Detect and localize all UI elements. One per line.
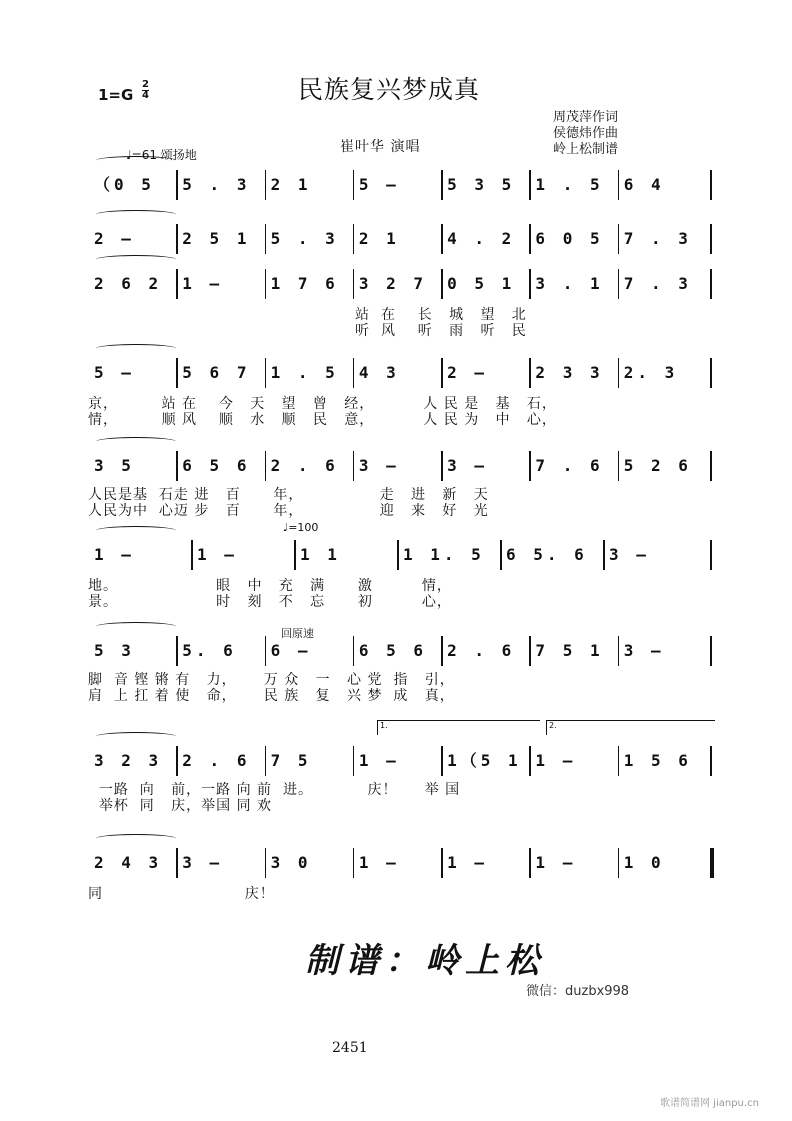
bar-line	[176, 746, 178, 776]
measure: 1 –	[535, 751, 577, 770]
measure: 3 –	[609, 545, 650, 564]
bar-line	[265, 170, 267, 200]
measure: 7 5 1	[535, 641, 604, 660]
bar-line	[618, 848, 620, 878]
measure: 1 . 5	[535, 175, 604, 194]
measure: 5 3	[94, 641, 135, 660]
bar-line	[265, 224, 267, 254]
bar-line	[618, 358, 620, 388]
measure: 1 . 5	[270, 363, 339, 382]
measure: 3 –	[358, 456, 400, 475]
measure: 2 –	[447, 363, 489, 382]
bar-line	[441, 746, 443, 776]
bar-line	[353, 358, 355, 388]
measure: 1 7 6	[270, 274, 339, 293]
bar-line	[441, 170, 443, 200]
staff-row	[88, 222, 714, 256]
lyric-line: 情， 顺 风 顺 水 顺 民 意， 人 民 为 中 心，	[88, 412, 557, 428]
lyric-line: 一路 向 前，一路 向 前 进。 庆！ 举 国	[88, 782, 461, 798]
bar-line	[529, 451, 531, 481]
bar-line	[176, 224, 178, 254]
bar-line	[441, 451, 443, 481]
wechat-id: 微信：duzbx998	[526, 984, 630, 999]
measure: 1 –	[182, 274, 224, 293]
restore-tempo: 回原速	[281, 627, 314, 640]
measure: 1 1	[300, 545, 341, 564]
bar-line	[353, 451, 355, 481]
staff-row	[88, 538, 714, 572]
lyric-line: 肩 上 扛 着 使 命， 民 族 复 兴 梦 成 真，	[88, 688, 455, 704]
measure: 2 . 6	[270, 456, 339, 475]
time-signature	[142, 80, 149, 101]
measure: 5 6 7	[182, 363, 251, 382]
bar-line	[176, 451, 178, 481]
measure: 6 5 6	[358, 641, 428, 660]
tempo-change: ♩=100	[283, 521, 319, 534]
bar-line	[618, 636, 620, 666]
lyrics-block	[88, 578, 714, 610]
lyrics-block	[88, 782, 714, 814]
measure: 5 –	[358, 175, 400, 194]
volta-1: 1.	[377, 720, 540, 735]
slur	[96, 834, 176, 843]
bar-line	[710, 746, 712, 776]
measure: 1 1. 5	[403, 545, 485, 564]
bar-line	[265, 269, 267, 299]
bar-line	[529, 848, 531, 878]
bar-line	[176, 636, 178, 666]
staff-row	[88, 634, 714, 668]
measure: 2 –	[94, 229, 135, 248]
bar-line	[529, 746, 531, 776]
bar-line	[618, 451, 620, 481]
measure: 6 5 6	[182, 456, 251, 475]
measure: 2. 3	[623, 363, 679, 382]
measure: 2 4 3	[94, 853, 163, 872]
watermark: 歌谱简谱网 jianpu.cn	[660, 1098, 759, 1109]
transcriber: 岭上松制谱	[553, 142, 619, 157]
bar-line	[603, 540, 605, 570]
staff-row	[88, 267, 714, 301]
staff-row	[88, 168, 714, 202]
measure: 5. 6	[182, 641, 237, 660]
measure: 6 5. 6	[506, 545, 588, 564]
lyric-line: 人民是基 石走 进 百 年， 走 进 新 天	[88, 487, 489, 503]
bar-line	[710, 224, 712, 254]
measure: 1 –	[358, 751, 400, 770]
slur	[96, 526, 176, 535]
staff-row	[88, 846, 714, 880]
bar-line	[710, 451, 712, 481]
slur	[96, 622, 176, 631]
measure: 3 2 3	[94, 751, 163, 770]
bar-line	[353, 848, 355, 878]
measure: 2 3 3	[535, 363, 604, 382]
bar-line	[294, 540, 296, 570]
lyrics-block	[88, 487, 714, 519]
bar-line	[618, 269, 620, 299]
lyrics-block	[88, 396, 714, 428]
song-title: 民族复兴梦成真	[298, 75, 481, 104]
measure: 3 2 7	[358, 274, 428, 293]
bar-line	[353, 224, 355, 254]
measure: 4 . 2	[447, 229, 516, 248]
measure: 5 . 3	[270, 229, 339, 248]
bar-line	[176, 170, 178, 200]
measure: 2 1	[358, 229, 400, 248]
slur	[96, 344, 176, 353]
measure: 1 5 6	[623, 751, 692, 770]
measure: 1 –	[447, 853, 489, 872]
measure: 5 2 6	[623, 456, 692, 475]
bar-line	[265, 848, 267, 878]
bar-line	[353, 170, 355, 200]
bar-line	[710, 540, 712, 570]
measure: 3 . 1	[535, 274, 604, 293]
bar-line	[353, 746, 355, 776]
bar-line	[265, 451, 267, 481]
bar-line	[397, 540, 399, 570]
staff-row	[88, 356, 714, 390]
lyrics-block	[88, 886, 714, 902]
measure: 1 –	[197, 545, 238, 564]
bar-line	[529, 636, 531, 666]
slur	[96, 732, 176, 741]
measure: 3 –	[182, 853, 224, 872]
singer: 崔叶华 演唱	[340, 139, 421, 155]
measure: 2 5 1	[182, 229, 251, 248]
credits	[553, 110, 618, 158]
bar-line	[441, 848, 443, 878]
bar-line	[710, 170, 712, 200]
bar-line	[176, 269, 178, 299]
measure: 6 4	[623, 175, 665, 194]
lyric-line: 景。 时 刻 不 忘 初 心，	[88, 594, 452, 610]
measure: 3 0	[270, 853, 312, 872]
lyric-line: 地。 眼 中 充 满 激 情，	[88, 578, 452, 594]
bar-line	[618, 746, 620, 776]
measure: 3 –	[447, 456, 489, 475]
staff-row	[88, 449, 714, 483]
slur	[96, 156, 176, 165]
bar-line	[441, 358, 443, 388]
bar-line	[529, 170, 531, 200]
bar-line	[529, 269, 531, 299]
bar-line	[618, 170, 620, 200]
bar-line	[353, 636, 355, 666]
lyrics-block	[88, 672, 714, 704]
bar-line	[353, 269, 355, 299]
measure: 6 0 5	[535, 229, 604, 248]
bar-line	[710, 269, 712, 299]
bar-line	[176, 848, 178, 878]
composer: 侯德炜作曲	[553, 126, 619, 141]
measure: 3 –	[623, 641, 665, 660]
measure: 1 0	[623, 853, 665, 872]
measure: 0 5 1	[447, 274, 516, 293]
slur	[96, 437, 176, 446]
bar-line	[191, 540, 193, 570]
lyric-line: 脚 音 铿 锵 有 力， 万 众 一 心 党 指 引，	[88, 672, 455, 688]
measure: 1 –	[94, 545, 135, 564]
bar-line	[500, 540, 502, 570]
measure: 1（5 1	[447, 751, 522, 770]
volta-2: 2.	[546, 720, 715, 735]
lyric-line: 京， 站 在 今 天 望 曾 经， 人 民 是 基 石，	[88, 396, 557, 412]
measure: 2 . 6	[182, 751, 251, 770]
measure: 6 –	[270, 641, 312, 660]
measure: 5 . 3	[182, 175, 251, 194]
bar-line	[441, 636, 443, 666]
bar-line	[710, 636, 712, 666]
lyricist: 周茂萍作词	[553, 110, 619, 125]
bar-line	[265, 746, 267, 776]
tempo-marking: ♩=61 颂扬地	[126, 148, 197, 162]
measure: 7 . 3	[623, 274, 692, 293]
lyric-line: 举杯 同 庆，举国 同 欢	[88, 798, 273, 814]
slur	[96, 255, 176, 264]
measure: 1 –	[535, 853, 577, 872]
bar-line	[176, 358, 178, 388]
bar-line	[265, 358, 267, 388]
bar-line	[710, 358, 712, 388]
measure: 7 . 6	[535, 456, 604, 475]
lyrics-block	[88, 307, 714, 339]
staff-row	[88, 744, 714, 778]
lyric-line: 人民为中 心迈 步 百 年， 迎 来 好 光	[88, 503, 489, 519]
time-top: 2	[142, 79, 149, 90]
lyric-line: 听 风 听 雨 听 民	[88, 323, 527, 339]
page-number: 2451	[332, 1040, 368, 1056]
bar-line	[441, 224, 443, 254]
measure: （0 5	[94, 175, 155, 194]
measure: 7 5	[270, 751, 312, 770]
measure: 5 3 5	[447, 175, 516, 194]
measure: 2 6 2	[94, 274, 163, 293]
key-signature: 1=G	[98, 86, 134, 104]
bar-line	[265, 636, 267, 666]
measure: 2 1	[270, 175, 312, 194]
measure: 7 . 3	[623, 229, 692, 248]
bar-line	[529, 358, 531, 388]
measure: 5 –	[94, 363, 135, 382]
measure: 2 . 6	[447, 641, 516, 660]
lyric-line: 站 在 长 城 望 北	[88, 307, 527, 323]
bar-line	[529, 224, 531, 254]
bar-line	[618, 224, 620, 254]
time-bottom: 4	[142, 90, 149, 101]
bar-line	[441, 269, 443, 299]
measure: 4 3	[358, 363, 400, 382]
measure: 3 5	[94, 456, 135, 475]
signature: 制谱：岭上松	[305, 941, 545, 981]
measure: 1 –	[358, 853, 400, 872]
lyric-line: 同 庆！	[88, 886, 275, 902]
slur	[96, 210, 176, 219]
bar-line	[710, 848, 714, 878]
